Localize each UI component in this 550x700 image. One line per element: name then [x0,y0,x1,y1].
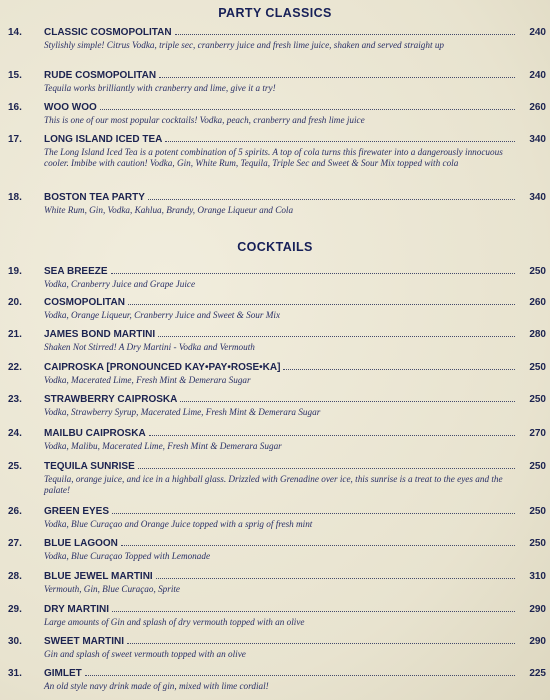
menu-item [8,394,546,418]
item-price: 340 [529,192,546,203]
dot-leader [283,369,515,370]
item-price: 290 [529,636,546,647]
dot-leader [158,336,515,337]
item-name: BLUE LAGOON [44,538,118,549]
menu-item [8,192,546,216]
menu-item [8,70,546,94]
item-description: Vodka, Malibu, Macerated Lime, Fresh Mint & Demerara Sugar [44,441,282,451]
item-price: 250 [529,506,546,517]
item-name: COSMOPOLITAN [44,297,125,308]
item-description: Stylishly simple! Citrus Vodka, triple sec, cranberry juice and fresh lime juice, shaken and served straight up [44,40,445,50]
menu-item [8,266,546,290]
menu-item [8,538,546,562]
item-price: 250 [529,394,546,405]
item-name: SEA BREEZE [44,266,108,277]
dot-leader [156,578,515,579]
menu-item [8,461,546,495]
item-number: 22. [8,362,22,373]
dot-leader [148,199,515,200]
menu-item [8,297,546,321]
item-name: TEQUILA SUNRISE [44,461,135,472]
item-number: 16. [8,102,22,113]
dot-leader [85,675,515,676]
item-name: JAMES BOND MARTINI [44,329,156,340]
menu-item [8,329,546,353]
item-description: Shaken Not Stirred! A Dry Martini - Vodka and Vermouth [44,342,255,352]
item-number: 28. [8,571,22,582]
item-number: 31. [8,668,22,679]
item-price: 250 [529,461,546,472]
dot-leader [127,643,515,644]
item-name: DRY MARTINI [44,604,109,615]
item-name: RUDE COSMOPOLITAN [44,70,157,81]
dot-leader [175,34,515,35]
item-description: The Long Island Iced Tea is a potent combination of 5 spirits. A top of cola turns this firewater into a dangerously innocuous cooler. Imbibe with caution! Vodka, Gin, White Rum, Tequila, Triple Sec and Sweet & Sour Mix topped with cola [44,147,503,168]
item-description: Gin and splash of sweet vermouth topped with an olive [44,649,246,659]
item-price: 225 [529,668,546,679]
item-number: 15. [8,70,22,81]
dot-leader [180,401,515,402]
item-price: 340 [529,134,546,145]
item-number: 30. [8,636,22,647]
item-price: 240 [529,27,546,38]
item-name: CLASSIC COSMOPOLITAN [44,27,172,38]
item-name: GREEN EYES [44,506,110,517]
item-name: LONG ISLAND ICED TEA [44,134,163,145]
item-name: SWEET MARTINI [44,636,124,647]
dot-leader [149,435,515,436]
menu-item [8,134,546,168]
item-description: Vodka, Orange Liqueur, Cranberry Juice and Sweet & Sour Mix [44,310,281,320]
item-description: Tequila works brilliantly with cranberry and lime, give it a try! [44,83,276,93]
menu-item [8,102,546,126]
item-price: 250 [529,538,546,549]
item-name: STRAWBERRY CAIPROSKA [44,394,178,405]
menu-item [8,636,546,660]
item-number: 26. [8,506,22,517]
menu-item [8,428,546,452]
menu-item [8,604,546,628]
dot-leader [159,77,515,78]
dot-leader [112,611,515,612]
item-name: BOSTON TEA PARTY [44,192,145,203]
item-number: 19. [8,266,22,277]
menu-item [8,27,546,51]
dot-leader [111,273,515,274]
item-number: 24. [8,428,22,439]
item-description: An old style navy drink made of gin, mixed with lime cordial! [44,681,269,691]
dot-leader [165,141,515,142]
item-price: 270 [529,428,546,439]
menu-item [8,362,546,386]
item-price: 280 [529,329,546,340]
item-number: 20. [8,297,22,308]
item-description: This is one of our most popular cocktails! Vodka, peach, cranberry and fresh lime juice [44,115,365,125]
item-price: 260 [529,102,546,113]
item-name: MAILBU CAIPROSKA [44,428,146,439]
item-number: 29. [8,604,22,615]
item-description: Vodka, Strawberry Syrup, Macerated Lime, Fresh Mint & Demerara Sugar [44,407,321,417]
item-name: CAIPROSKA [PRONOUNCED KAY•PAY•ROSE•KA] [44,362,281,373]
menu-item [8,668,546,692]
item-description: Large amounts of Gin and splash of dry vermouth topped with an olive [44,617,305,627]
item-description: Vodka, Macerated Lime, Fresh Mint & Demerara Sugar [44,375,251,385]
item-number: 21. [8,329,22,340]
item-number: 27. [8,538,22,549]
item-number: 25. [8,461,22,472]
item-price: 240 [529,70,546,81]
section-title-cocktails: COCKTAILS [237,240,313,254]
dot-leader [121,545,515,546]
menu-item [8,571,546,595]
dot-leader [128,304,515,305]
item-number: 14. [8,27,22,38]
item-description: Tequila, orange juice, and ice in a highball glass. Drizzled with Grenadine over ice, this sunrise is a treat to the eyes and the palate! [44,474,503,495]
item-name: BLUE JEWEL MARTINI [44,571,153,582]
item-description: Vermouth, Gin, Blue Curaçao, Sprite [44,584,181,594]
item-description: Vodka, Cranberry Juice and Grape Juice [44,279,196,289]
item-name: WOO WOO [44,102,97,113]
item-price: 250 [529,362,546,373]
menu-item [8,506,546,530]
item-name: GIMLET [44,668,82,679]
item-price: 290 [529,604,546,615]
dot-leader [138,468,515,469]
item-description: Vodka, Blue Curaçao Topped with Lemonade [44,551,211,561]
dot-leader [100,109,515,110]
section-title-party-classics: PARTY CLASSICS [218,6,332,20]
item-number: 23. [8,394,22,405]
dot-leader [112,513,515,514]
item-description: Vodka, Blue Curaçao and Orange Juice topped with a sprig of fresh mint [44,519,313,529]
item-price: 250 [529,266,546,277]
item-price: 260 [529,297,546,308]
item-number: 18. [8,192,22,203]
item-price: 310 [529,571,546,582]
item-number: 17. [8,134,22,145]
item-description: White Rum, Gin, Vodka, Kahlua, Brandy, Orange Liqueur and Cola [44,205,294,215]
